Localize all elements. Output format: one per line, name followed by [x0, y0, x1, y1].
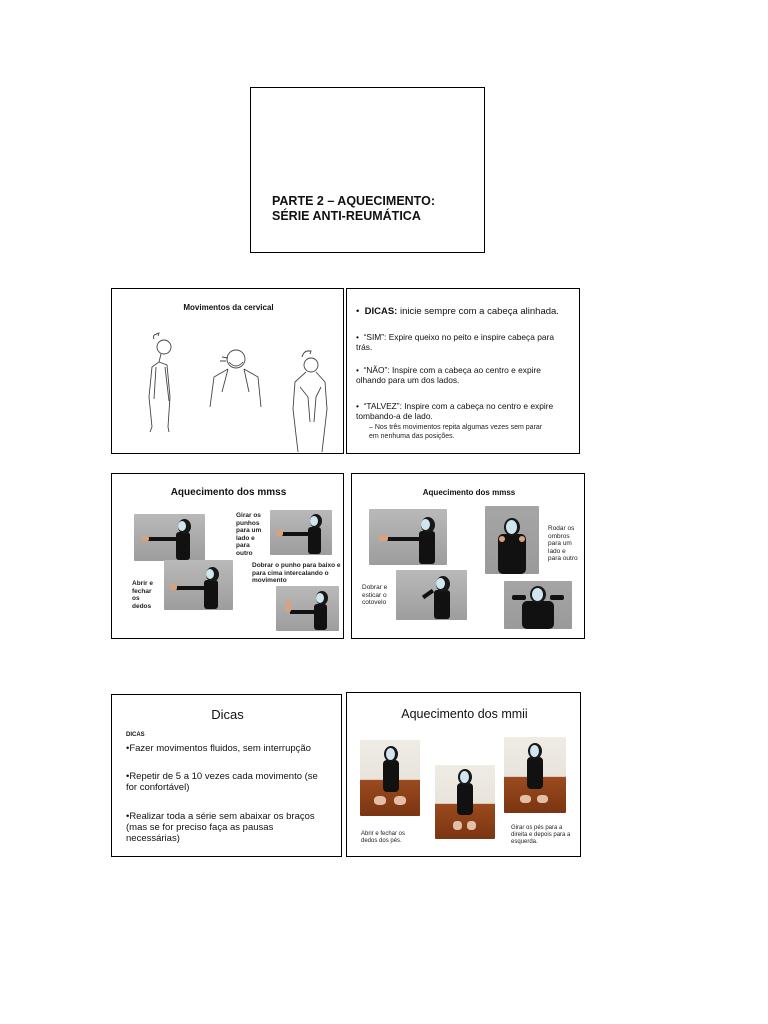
slide-heading: Aquecimento dos mmss	[170, 487, 287, 498]
general-tip-item: •Realizar toda a série sem abaixar os braços (mas se for preciso faça as pausas necessárias)	[126, 811, 315, 844]
caption-roll-shoulders: Rodar os ombros para um lado e para outro	[548, 525, 578, 562]
slide-title-parte-2	[250, 87, 485, 253]
photo-fingers	[164, 560, 233, 610]
general-tip-item: •Fazer movimentos fluidos, sem interrupção	[126, 743, 311, 754]
cervical-illustration	[112, 317, 344, 453]
slide-heading: Aquecimento dos mmss	[422, 488, 516, 497]
photo-toes-open-close	[360, 740, 420, 816]
slide-upper-limbs-1	[111, 473, 344, 639]
photo-elbow-bend	[396, 570, 467, 620]
slide-cervical-movements	[111, 288, 344, 454]
general-tip-item: •Repetir de 5 a 10 vezes cada movimento (se for confortável)	[126, 771, 318, 793]
caption-toes: Abrir e fechar os dedos dos pés.	[361, 831, 406, 844]
tip-item-talvez: • “TALVEZ”: Inspire com a cabeça no centro e expire tombando-a de lado.	[356, 401, 554, 421]
caption-bend-wrists: Dobrar o punho para baixo e para cima intercalando o movimento	[252, 562, 341, 584]
tip-sub-item: – Nos três movimentos repita algumas vezes sem parar em nenhuma das posições.	[369, 424, 543, 440]
photo-feet-rotate	[504, 737, 566, 813]
photo-arms-forward	[134, 514, 205, 561]
slide-title-line2: SÉRIE ANTI-REUMÁTICA	[272, 209, 421, 223]
slide-cervical-tips	[346, 288, 580, 454]
photo-wrist-rotate	[270, 510, 332, 555]
tip-item-nao: • “NÃO”: Inspire com a cabeça ao centro e expire olhando para um dos lados.	[356, 365, 541, 385]
slide-heading: Aquecimento dos mmii	[401, 707, 528, 721]
photo-feet-center	[435, 765, 495, 839]
photo-shoulder-hands-up	[504, 581, 572, 629]
photo-wrist-bend	[276, 586, 339, 631]
photo-shoulder-front	[485, 506, 539, 574]
caption-open-close-fingers: Abrir e fechar os dedos	[132, 580, 153, 610]
slide-heading: Dicas	[211, 707, 244, 722]
caption-rotate-feet: Girar os pés para a direita e depois para a esquerda.	[511, 825, 571, 845]
tips-label: DICAS	[126, 732, 145, 738]
caption-bend-elbow: Dobrar e esticar o cotovelo	[362, 584, 388, 606]
photo-elbow-arms-forward	[369, 509, 447, 565]
caption-rotate-wrists: Girar os punhos para um lado e para outro	[236, 512, 262, 557]
slide-title-line1: PARTE 2 – AQUECIMENTO:	[272, 194, 435, 208]
tip-item-sim: • “SIM”: Expire queixo no peito e inspire cabeça para trás.	[356, 332, 554, 352]
slide-lower-limbs	[346, 692, 581, 857]
tip-item-dicas: • DICAS: inicie sempre com a cabeça alinhada.	[356, 306, 559, 317]
slide-heading: Movimentos da cervical	[183, 303, 274, 312]
tip-bold-label: DICAS:	[364, 306, 398, 317]
slide-general-tips	[111, 694, 342, 857]
slide-upper-limbs-2	[351, 473, 585, 639]
